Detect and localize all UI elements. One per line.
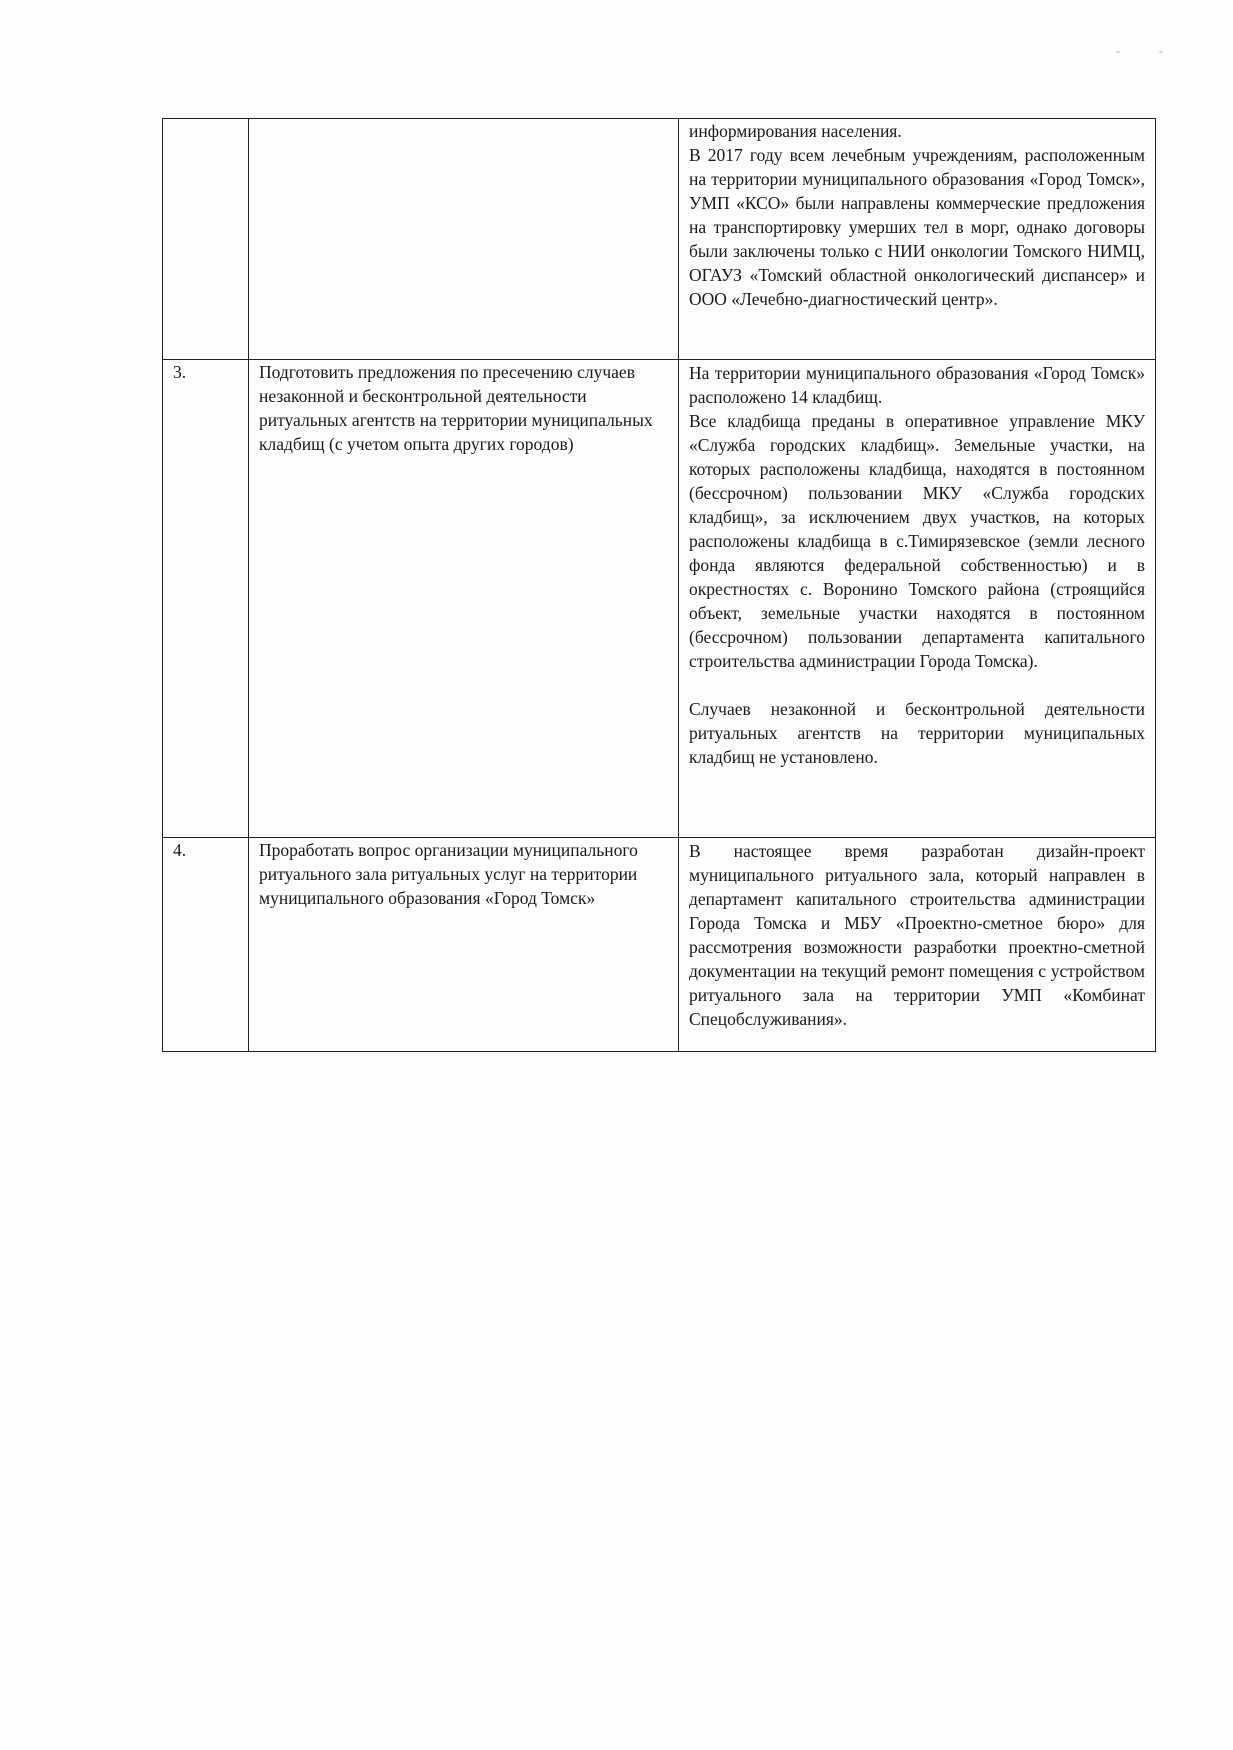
result-paragraph: информирования населения. [689,121,902,141]
result-cell [679,838,1156,1052]
table-row [163,360,1156,838]
result-cell [679,360,1156,838]
paragraph-gap [689,673,1145,697]
result-cell [679,119,1156,360]
row-number-cell [163,119,249,360]
scan-marks: - - [1116,44,1181,58]
result-paragraph: В настоящее время разработан дизайн-проект муниципального ритуального зала, который направлен в департамент капитального строительства администрации Города Томска и МБУ «Проектно-сметное бюро» для рассмотрения возможности разработки проектно-сметной документации на текущий ремонт помещения с устройством ритуального зала на территории УМП «Комбинат Спецобслуживания». [689,841,1145,1029]
result-paragraph: Случаев незаконной и бесконтрольной деятельности ритуальных агентств на территории муниципальных кладбищ не установлено. [689,699,1145,767]
result-paragraph: На территории муниципального образования «Город Томск» расположено 14 кладбищ. [689,363,1145,407]
task-cell: Проработать вопрос организации муниципального ритуального зала ритуальных услуг на территории муниципального образования «Город Томск» [249,838,679,1052]
measures-table [162,118,1156,1052]
row-number-cell: 4. [163,838,249,1052]
result-paragraph: Все кладбища преданы в оперативное управление МКУ «Служба городских кладбищ». Земельные участки, на которых расположены кладбища, находятся в постоянном (бессрочном) пользовании МКУ «Служба городских кладбищ», за исключением двух участков, на которых расположены кладбища в с.Тимирязевское (земли лесного фонда являются федеральной собственностью) и в окрестностях с. Воронино Томского района (строящийся объект, земельные участки находятся в постоянном (бессрочном) пользовании департамента капитального строительства администрации Города Томска). [689,411,1145,671]
row-number-cell: 3. [163,360,249,838]
task-cell: Подготовить предложения по пресечению случаев незаконной и бесконтрольной деятельности ритуальных агентств на территории муниципальных кладбищ (с учетом опыта других городов) [249,360,679,838]
table-row [163,838,1156,1052]
task-cell [249,119,679,360]
table-row [163,119,1156,360]
result-paragraph: В 2017 году всем лечебным учреждениям, расположенным на территории муниципального образования «Город Томск», УМП «КСО» были направлены коммерческие предложения на транспортировку умерших тел в морг, однако договоры были заключены только с НИИ онкологии Томского НИМЦ, ОГАУЗ «Томский областной онкологический диспансер» и ООО «Лечебно-диагностический центр». [689,145,1145,309]
